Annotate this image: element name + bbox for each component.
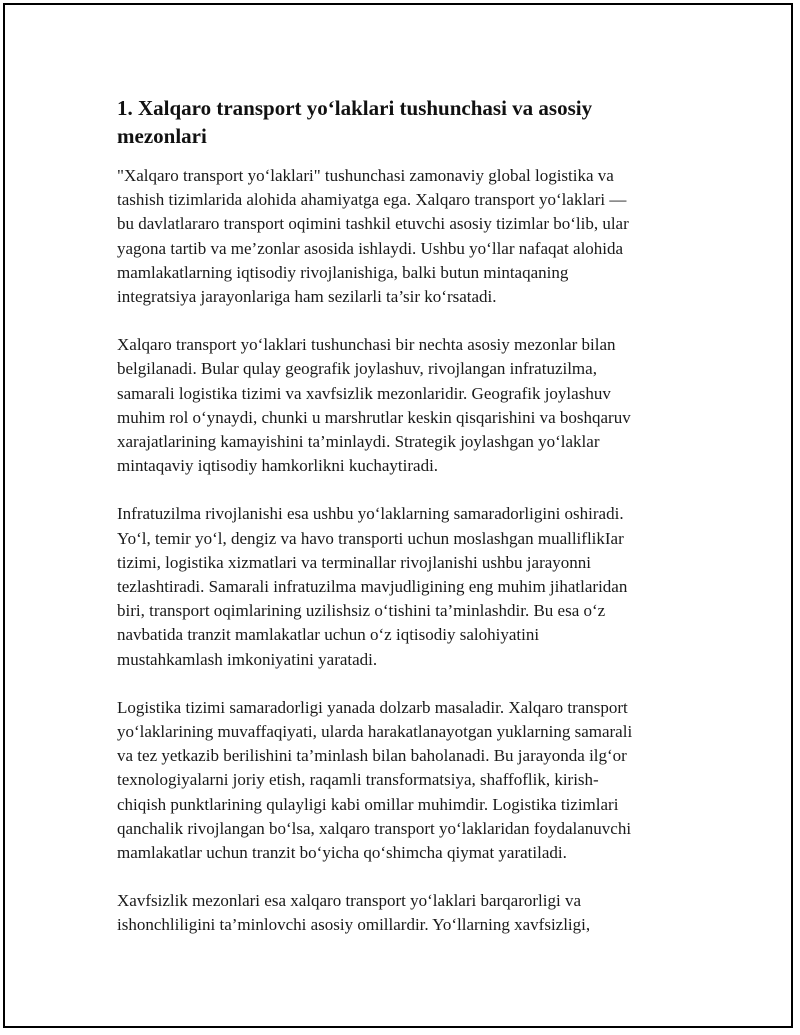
text-line: tizimi, logistika xizmatlari va terminallar rivojlanishi ushbu jarayonni (117, 552, 591, 572)
heading-line: 1. Xalqaro transport yo‘laklari tushunchasi va asosiy (117, 96, 593, 120)
text-line: "Xalqaro transport yo‘laklari" tushunchasi zamonaviy global logistika va (117, 166, 614, 185)
text-line: mustahkamlash imkoniyatini yaratadi. (117, 649, 378, 669)
text-line: integratsiya jarayonlariga ham sezilarli ta’sir ko‘rsatadi. (117, 287, 497, 307)
text-line: samarali logistika tizimi va xavfsizlik mezonlaridir. Geografik joylashuv (117, 383, 611, 403)
text-line: mamlakatlarning iqtisodiy rivojlanishiga, balki butun mintaqaning (117, 262, 569, 282)
text-line: texnologiyalarni joriy etish, raqamli transformatsiya, shaffoflik, kirish- (117, 770, 599, 790)
paragraph-criteria (117, 333, 687, 478)
document-body (117, 94, 687, 962)
text-line: muhim rol o‘ynaydi, chunki u marshrutlar keskin qisqarishini va boshqaruv (117, 407, 631, 427)
text-line: va tez yetkazib berilishini ta’minlash bilan baholanadi. Bu jarayonda ilg‘or (117, 746, 627, 766)
text-line: bu davlatlararo transport oqimini tashkil etuvchi asosiy tizimlar bo‘lib, ular (117, 214, 629, 234)
text-line: navbatida tranzit mamlakatlar uchun o‘z iqtisodiy salohiyatini (117, 625, 540, 645)
text-line: mamlakatlar uchun tranzit bo‘yicha qo‘shimcha qiymat yaratiladi. (117, 843, 567, 863)
paragraph-intro (117, 164, 687, 309)
text-line: biri, transport oqimlarining uzilishsiz o‘tishini ta’minlashdir. Bu esa o‘z (117, 601, 606, 621)
text-line: ishonchliligini ta’minlovchi asosiy omillardir. Yo‘llarning xavfsizligi, (117, 915, 591, 935)
text-line: yagona tartib va me’zonlar asosida ishlaydi. Ushbu yo‘llar nafaqat alohida (117, 238, 624, 258)
text-line: tashish tizimlarida alohida ahamiyatga ega. Xalqaro transport yo‘laklari — (117, 190, 627, 210)
text-line: Xavfsizlik mezonlari esa xalqaro transport yo‘laklari barqarorligi va (117, 891, 582, 911)
text-line: tezlashtiradi. Samarali infratuzilma mavjudligining eng muhim jihatlaridan (117, 577, 628, 597)
text-line: xarajatlarining kamayishini ta’minlaydi. Strategik joylashgan yo‘laklar (117, 432, 600, 452)
paragraph-logistics (117, 696, 687, 865)
text-line: Logistika tizimi samaradorligi yanada dolzarb masaladir. Xalqaro transport (117, 697, 628, 717)
text-line: belgilanadi. Bular qulay geografik joylashuv, rivojlangan infratuzilma, (117, 359, 597, 379)
text-line: chiqish punktlarining qulayligi kabi omillar muhimdir. Logistika tizimlari (117, 794, 619, 814)
text-line: Infratuzilma rivojlanishi esa ushbu yo‘laklarning samaradorligini oshiradi. (117, 504, 624, 524)
section-heading (117, 94, 687, 150)
text-line: Xalqaro transport yo‘laklari tushunchasi bir nechta asosiy mezonlar bilan (117, 335, 616, 355)
paragraph-infrastructure (117, 502, 687, 671)
text-line: qanchalik rivojlangan bo‘lsa, xalqaro transport yo‘laklaridan foydalanuvchi (117, 818, 632, 838)
paragraph-security (117, 889, 687, 937)
text-line: yo‘laklarining muvaffaqiyati, ularda harakatlanayotgan yuklarning samarali (117, 722, 633, 742)
text-line: mintaqaviy iqtisodiy hamkorlikni kuchaytiradi. (117, 456, 439, 476)
text-line: Yo‘l, temir yo‘l, dengiz va havo transporti uchun moslashgan mualliflikIar (117, 528, 624, 548)
heading-line: mezonlari (117, 124, 207, 148)
